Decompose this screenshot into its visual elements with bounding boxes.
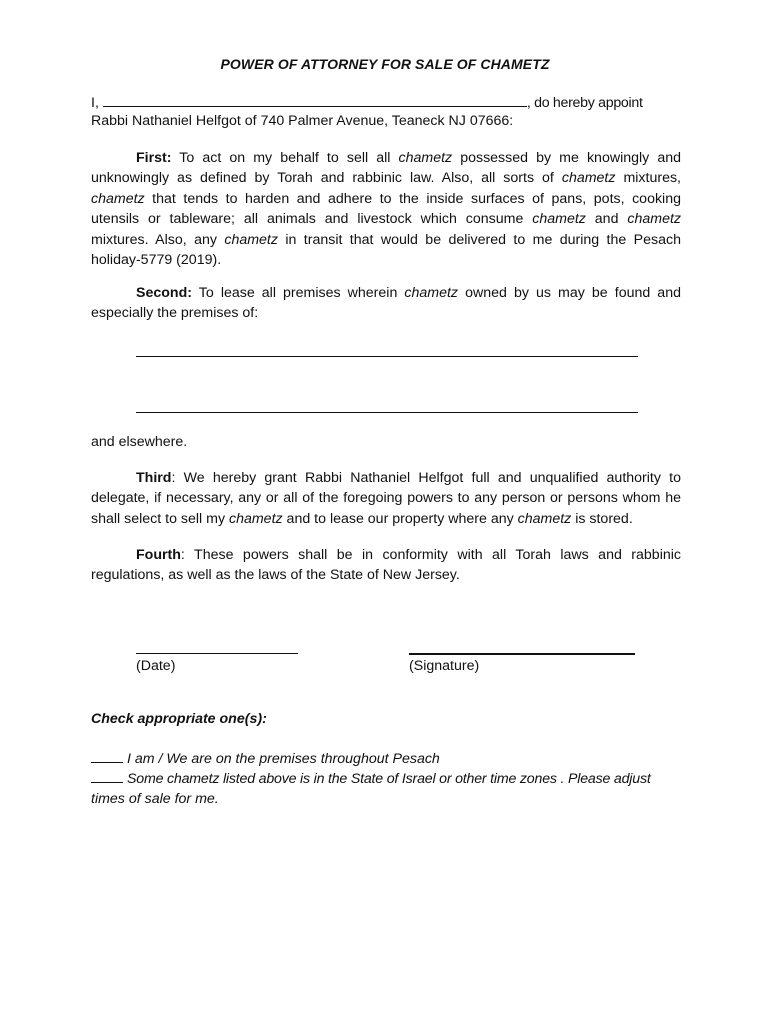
first-text: mixtures,	[615, 170, 681, 187]
chametz-term: chametz	[398, 150, 453, 166]
first-paragraph	[91, 148, 681, 270]
third-text: : We hereby grant Rabbi Nathaniel Helfgot full and unqualified authority to delegate, if necessary, any or all of the foregoing powers to any person or persons whom he shall select to sell my	[91, 470, 681, 527]
signature-label: (Signature)	[409, 658, 480, 674]
first-text: and	[585, 211, 628, 228]
first-text: possessed by me knowingly and unknowingly as defined by Torah and rabbinic law. Also, all sorts of	[91, 150, 682, 187]
check-option-2-text: Some chametz listed above is in the State of Israel or other time zones . Please adjust	[127, 771, 651, 787]
second-text: owned by us may be found and especially the premises of:	[91, 285, 681, 322]
check-option-2	[91, 769, 691, 789]
chametz-term: chametz	[517, 510, 572, 527]
first-text: To act on my behalf to sell all	[171, 150, 399, 166]
elsewhere-text: and elsewhere.	[91, 434, 188, 450]
fourth-paragraph	[91, 545, 681, 586]
check-option-2-blank[interactable]	[91, 769, 123, 783]
third-text: is stored.	[571, 510, 633, 527]
second-text: To lease all premises wherein	[191, 285, 405, 301]
chametz-term: chametz	[91, 190, 145, 207]
premises-field-2[interactable]	[136, 412, 638, 413]
chametz-term: chametz	[404, 285, 459, 301]
check-option-1-blank[interactable]	[91, 749, 123, 763]
date-field[interactable]	[136, 653, 298, 654]
intro-prefix: I,	[91, 95, 103, 111]
appointer-line	[91, 92, 643, 113]
third-paragraph	[91, 468, 681, 529]
signature-field[interactable]	[409, 653, 635, 655]
fourth-heading: Fourth	[136, 547, 181, 563]
check-option-1	[91, 749, 691, 769]
chametz-term: chametz	[561, 170, 616, 187]
premises-field-1[interactable]	[136, 356, 638, 357]
check-option-1-text: I am / We are on the premises throughout Pesach	[127, 751, 440, 767]
first-text: that tends to harden and adhere to the inside surfaces of pans, pots, cooking utensils or tableware; all animals and livestock which consume	[91, 190, 681, 228]
chametz-term: chametz	[228, 510, 283, 527]
first-text: mixtures. Also, any	[91, 231, 225, 248]
date-label: (Date)	[136, 658, 176, 674]
third-heading: Third	[136, 470, 172, 486]
chametz-term: chametz	[627, 211, 681, 228]
check-option-2-cont: times of sale for me.	[91, 791, 219, 807]
document-title: POWER OF ATTORNEY FOR SALE OF CHAMETZ	[220, 56, 550, 72]
agent-address-line: Rabbi Nathaniel Helfgot of 740 Palmer Avenue, Teaneck NJ 07666:	[91, 113, 514, 129]
appointer-name-field[interactable]	[103, 92, 527, 107]
chametz-term: chametz	[224, 231, 278, 248]
second-paragraph	[91, 283, 681, 324]
first-heading: First:	[136, 150, 172, 166]
chametz-term: chametz	[532, 211, 586, 228]
first-text: in transit that would be delivered to me during the Pesach holiday-5779 (2019).	[91, 231, 681, 269]
fourth-text: : These powers shall be in conformity with all Torah laws and rabbinic regulations, as well as the laws of the State of New Jersey.	[91, 547, 681, 584]
third-text: and to lease our property where any	[282, 510, 518, 527]
check-heading: Check appropriate one(s):	[91, 711, 267, 727]
second-heading: Second:	[136, 285, 192, 301]
intro-suffix: , do hereby appoint	[526, 95, 643, 111]
